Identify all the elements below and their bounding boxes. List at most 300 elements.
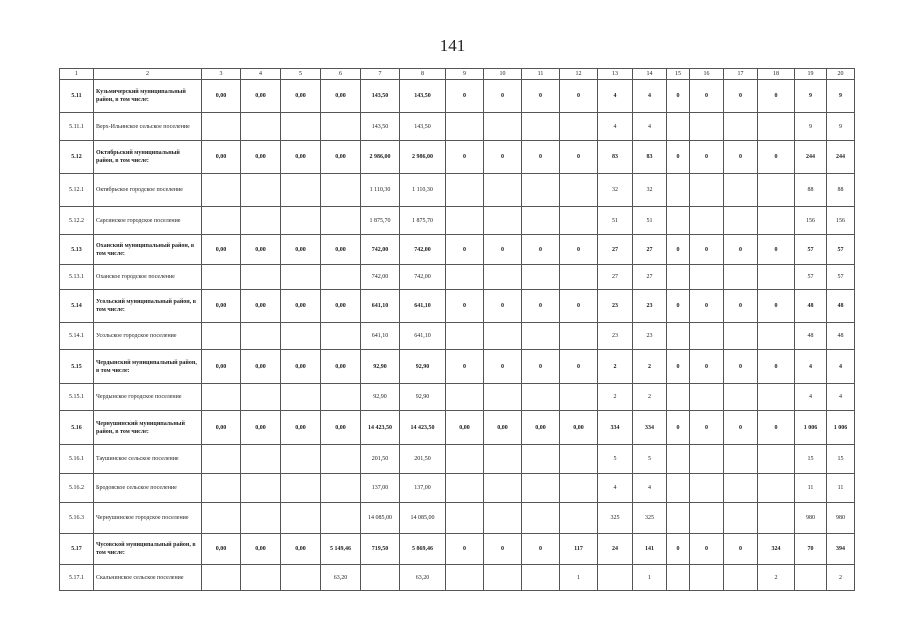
value-cell: 2 xyxy=(633,350,667,384)
value-cell: 0 xyxy=(522,80,560,113)
value-cell: 137,00 xyxy=(400,474,446,503)
value-cell xyxy=(202,384,241,411)
value-cell: 143,50 xyxy=(400,113,446,141)
value-cell: 57 xyxy=(795,265,827,290)
value-cell xyxy=(724,207,758,235)
value-cell: 0,00 xyxy=(281,290,321,323)
value-cell xyxy=(724,265,758,290)
value-cell xyxy=(724,323,758,350)
value-cell: 1 110,30 xyxy=(361,174,400,207)
value-cell: 0 xyxy=(758,290,795,323)
row-number-cell: 5.12.1 xyxy=(60,174,94,207)
value-cell: 14 085,00 xyxy=(361,503,400,534)
settlement-row xyxy=(60,445,855,474)
value-cell xyxy=(484,445,522,474)
name-cell: Скальнинское сельское поселение xyxy=(94,565,202,591)
value-cell: 88 xyxy=(795,174,827,207)
value-cell: 0,00 xyxy=(241,141,281,174)
value-cell: 117 xyxy=(560,534,598,565)
value-cell: 0,00 xyxy=(241,350,281,384)
value-cell: 4 xyxy=(598,80,633,113)
value-cell xyxy=(202,503,241,534)
data-table xyxy=(59,68,855,591)
column-number-cell: 11 xyxy=(522,69,560,80)
value-cell: 0,00 xyxy=(202,141,241,174)
value-cell: 32 xyxy=(633,174,667,207)
value-cell: 0 xyxy=(667,350,690,384)
value-cell xyxy=(241,384,281,411)
settlement-row xyxy=(60,384,855,411)
value-cell xyxy=(690,474,724,503)
value-cell: 324 xyxy=(758,534,795,565)
column-number-cell: 6 xyxy=(321,69,361,80)
value-cell: 9 xyxy=(795,113,827,141)
value-cell: 156 xyxy=(827,207,855,235)
value-cell xyxy=(560,113,598,141)
value-cell xyxy=(758,384,795,411)
value-cell: 0,00 xyxy=(560,411,598,445)
value-cell xyxy=(202,174,241,207)
value-cell xyxy=(690,503,724,534)
name-cell: Кузьмичерский муниципальный район, в том числе: xyxy=(94,80,202,113)
district-total-row xyxy=(60,235,855,265)
value-cell: 4 xyxy=(598,474,633,503)
value-cell: 0 xyxy=(667,235,690,265)
name-cell: Октябрьский муниципальный район, в том числе: xyxy=(94,141,202,174)
value-cell: 14 085,00 xyxy=(400,503,446,534)
value-cell: 0,00 xyxy=(321,141,361,174)
value-cell xyxy=(522,565,560,591)
value-cell: 0 xyxy=(724,235,758,265)
value-cell xyxy=(446,265,484,290)
value-cell: 11 xyxy=(827,474,855,503)
value-cell xyxy=(446,445,484,474)
value-cell: 0 xyxy=(446,534,484,565)
value-cell: 0 xyxy=(484,141,522,174)
column-number-cell: 19 xyxy=(795,69,827,80)
value-cell xyxy=(667,265,690,290)
value-cell: 0,00 xyxy=(321,350,361,384)
value-cell: 0,00 xyxy=(202,80,241,113)
value-cell xyxy=(522,323,560,350)
value-cell xyxy=(560,265,598,290)
value-cell xyxy=(667,445,690,474)
value-cell: 0 xyxy=(484,290,522,323)
value-cell xyxy=(446,113,484,141)
value-cell xyxy=(667,474,690,503)
value-cell xyxy=(241,323,281,350)
value-cell: 0 xyxy=(446,80,484,113)
value-cell xyxy=(241,265,281,290)
value-cell: 0,00 xyxy=(241,290,281,323)
value-cell xyxy=(484,384,522,411)
value-cell xyxy=(795,565,827,591)
value-cell: 334 xyxy=(633,411,667,445)
value-cell xyxy=(241,565,281,591)
name-cell: Оханский муниципальный район, в том числе: xyxy=(94,235,202,265)
value-cell: 51 xyxy=(633,207,667,235)
value-cell: 14 423,50 xyxy=(361,411,400,445)
value-cell: 334 xyxy=(598,411,633,445)
value-cell xyxy=(446,474,484,503)
value-cell xyxy=(522,503,560,534)
row-number-cell: 5.17.1 xyxy=(60,565,94,591)
district-total-row xyxy=(60,350,855,384)
value-cell: 23 xyxy=(598,323,633,350)
value-cell: 0 xyxy=(690,80,724,113)
value-cell xyxy=(690,174,724,207)
value-cell: 641,10 xyxy=(400,323,446,350)
district-total-row xyxy=(60,141,855,174)
value-cell: 0 xyxy=(522,350,560,384)
name-cell: Сарсинское городское поселение xyxy=(94,207,202,235)
value-cell: 2 xyxy=(598,384,633,411)
value-cell xyxy=(758,174,795,207)
column-number-cell: 15 xyxy=(667,69,690,80)
value-cell: 57 xyxy=(795,235,827,265)
value-cell: 57 xyxy=(827,265,855,290)
value-cell xyxy=(241,113,281,141)
value-cell xyxy=(690,207,724,235)
value-cell: 980 xyxy=(795,503,827,534)
value-cell: 0 xyxy=(446,350,484,384)
value-cell: 0 xyxy=(758,235,795,265)
column-number-cell: 5 xyxy=(281,69,321,80)
settlement-row xyxy=(60,565,855,591)
column-number-cell: 17 xyxy=(724,69,758,80)
value-cell: 0 xyxy=(667,290,690,323)
value-cell: 0,00 xyxy=(281,235,321,265)
value-cell: 141 xyxy=(633,534,667,565)
value-cell xyxy=(202,474,241,503)
value-cell: 2 xyxy=(633,384,667,411)
value-cell xyxy=(758,323,795,350)
value-cell: 0,00 xyxy=(281,350,321,384)
value-cell xyxy=(484,113,522,141)
value-cell xyxy=(281,384,321,411)
value-cell xyxy=(724,174,758,207)
value-cell: 0 xyxy=(724,80,758,113)
value-cell: 719,50 xyxy=(361,534,400,565)
value-cell xyxy=(522,474,560,503)
value-cell xyxy=(446,207,484,235)
settlement-row xyxy=(60,174,855,207)
value-cell xyxy=(202,265,241,290)
value-cell: 0 xyxy=(484,350,522,384)
value-cell xyxy=(202,565,241,591)
value-cell xyxy=(690,445,724,474)
value-cell xyxy=(281,565,321,591)
row-number-cell: 5.15.1 xyxy=(60,384,94,411)
value-cell xyxy=(321,445,361,474)
value-cell xyxy=(522,265,560,290)
value-cell: 0,00 xyxy=(241,534,281,565)
value-cell: 0 xyxy=(484,235,522,265)
value-cell xyxy=(560,474,598,503)
value-cell: 0 xyxy=(446,290,484,323)
value-cell: 0 xyxy=(690,411,724,445)
value-cell: 70 xyxy=(795,534,827,565)
column-number-cell: 4 xyxy=(241,69,281,80)
value-cell: 0 xyxy=(667,411,690,445)
value-cell: 0 xyxy=(724,411,758,445)
value-cell: 0 xyxy=(522,235,560,265)
value-cell: 980 xyxy=(827,503,855,534)
value-cell: 325 xyxy=(598,503,633,534)
value-cell: 48 xyxy=(827,290,855,323)
row-number-cell: 5.14 xyxy=(60,290,94,323)
value-cell xyxy=(758,445,795,474)
value-cell: 4 xyxy=(827,350,855,384)
value-cell: 27 xyxy=(598,235,633,265)
value-cell: 0 xyxy=(446,141,484,174)
value-cell: 48 xyxy=(827,323,855,350)
column-number-cell: 8 xyxy=(400,69,446,80)
value-cell: 1 xyxy=(633,565,667,591)
value-cell: 0,00 xyxy=(241,80,281,113)
value-cell: 0 xyxy=(758,141,795,174)
value-cell: 23 xyxy=(633,290,667,323)
value-cell xyxy=(484,474,522,503)
name-cell: Оханское городское поселение xyxy=(94,265,202,290)
value-cell xyxy=(690,265,724,290)
settlement-row xyxy=(60,323,855,350)
value-cell xyxy=(758,503,795,534)
column-number-cell: 12 xyxy=(560,69,598,80)
value-cell xyxy=(241,207,281,235)
value-cell: 1 110,30 xyxy=(400,174,446,207)
settlement-row xyxy=(60,207,855,235)
row-number-cell: 5.12.2 xyxy=(60,207,94,235)
row-number-cell: 5.16 xyxy=(60,411,94,445)
value-cell: 0,00 xyxy=(202,411,241,445)
value-cell xyxy=(667,323,690,350)
value-cell xyxy=(560,445,598,474)
column-number-cell: 13 xyxy=(598,69,633,80)
value-cell: 0 xyxy=(724,534,758,565)
value-cell xyxy=(321,113,361,141)
value-cell: 5 xyxy=(598,445,633,474)
column-number-cell: 7 xyxy=(361,69,400,80)
value-cell xyxy=(321,174,361,207)
value-cell xyxy=(446,174,484,207)
value-cell xyxy=(202,113,241,141)
value-cell: 2 986,00 xyxy=(400,141,446,174)
value-cell: 92,90 xyxy=(361,384,400,411)
value-cell xyxy=(598,565,633,591)
value-cell: 1 xyxy=(560,565,598,591)
value-cell: 24 xyxy=(598,534,633,565)
value-cell: 0 xyxy=(758,350,795,384)
value-cell: 0,00 xyxy=(202,534,241,565)
value-cell xyxy=(241,474,281,503)
column-number-cell: 20 xyxy=(827,69,855,80)
value-cell: 0 xyxy=(560,141,598,174)
value-cell: 0,00 xyxy=(202,350,241,384)
value-cell: 51 xyxy=(598,207,633,235)
value-cell: 0 xyxy=(484,80,522,113)
value-cell: 27 xyxy=(633,265,667,290)
row-number-cell: 5.11 xyxy=(60,80,94,113)
name-cell: Таушинское сельское поселение xyxy=(94,445,202,474)
value-cell xyxy=(667,384,690,411)
value-cell: 201,50 xyxy=(400,445,446,474)
value-cell: 2 xyxy=(758,565,795,591)
name-cell: Чердынское городское поселение xyxy=(94,384,202,411)
value-cell xyxy=(560,503,598,534)
value-cell: 2 xyxy=(827,565,855,591)
value-cell: 0 xyxy=(560,80,598,113)
value-cell xyxy=(321,503,361,534)
value-cell xyxy=(724,565,758,591)
name-cell: Чернушинский муниципальный район, в том числе: xyxy=(94,411,202,445)
value-cell: 0,00 xyxy=(484,411,522,445)
value-cell: 0 xyxy=(724,350,758,384)
value-cell: 83 xyxy=(598,141,633,174)
value-cell: 4 xyxy=(795,350,827,384)
settlement-row xyxy=(60,474,855,503)
value-cell: 4 xyxy=(827,384,855,411)
value-cell xyxy=(724,474,758,503)
value-cell: 32 xyxy=(598,174,633,207)
value-cell xyxy=(758,474,795,503)
value-cell: 0,00 xyxy=(241,411,281,445)
page-number: 141 xyxy=(439,36,466,55)
value-cell xyxy=(281,445,321,474)
value-cell xyxy=(560,384,598,411)
value-cell xyxy=(690,113,724,141)
district-total-row xyxy=(60,534,855,565)
value-cell xyxy=(667,503,690,534)
value-cell: 641,10 xyxy=(361,290,400,323)
value-cell xyxy=(667,207,690,235)
value-cell xyxy=(522,174,560,207)
value-cell xyxy=(321,207,361,235)
value-cell: 15 xyxy=(795,445,827,474)
row-number-cell: 5.17 xyxy=(60,534,94,565)
value-cell: 0,00 xyxy=(281,534,321,565)
value-cell xyxy=(667,565,690,591)
value-cell: 0 xyxy=(560,235,598,265)
value-cell: 742,00 xyxy=(361,265,400,290)
row-number-cell: 5.14.1 xyxy=(60,323,94,350)
value-cell: 0,00 xyxy=(281,80,321,113)
value-cell xyxy=(202,445,241,474)
value-cell: 63,20 xyxy=(321,565,361,591)
value-cell xyxy=(758,265,795,290)
value-cell xyxy=(484,265,522,290)
value-cell: 0 xyxy=(724,290,758,323)
value-cell: 14 423,50 xyxy=(400,411,446,445)
value-cell: 244 xyxy=(827,141,855,174)
value-cell xyxy=(281,174,321,207)
value-cell: 4 xyxy=(633,80,667,113)
value-cell xyxy=(522,384,560,411)
value-cell: 88 xyxy=(827,174,855,207)
value-cell: 2 986,00 xyxy=(361,141,400,174)
name-cell: Усольский муниципальный район, в том числе: xyxy=(94,290,202,323)
value-cell: 92,90 xyxy=(361,350,400,384)
value-cell xyxy=(724,384,758,411)
value-cell xyxy=(522,113,560,141)
value-cell: 0,00 xyxy=(522,411,560,445)
value-cell xyxy=(281,207,321,235)
value-cell: 83 xyxy=(633,141,667,174)
value-cell: 0,00 xyxy=(446,411,484,445)
value-cell xyxy=(484,207,522,235)
value-cell xyxy=(241,174,281,207)
value-cell: 23 xyxy=(633,323,667,350)
value-cell xyxy=(522,445,560,474)
value-cell xyxy=(281,265,321,290)
value-cell: 0 xyxy=(446,235,484,265)
value-cell: 0 xyxy=(522,141,560,174)
value-cell xyxy=(560,207,598,235)
value-cell xyxy=(321,323,361,350)
row-number-cell: 5.16.1 xyxy=(60,445,94,474)
value-cell: 9 xyxy=(795,80,827,113)
value-cell: 1 006 xyxy=(795,411,827,445)
value-cell xyxy=(522,207,560,235)
value-cell: 0,00 xyxy=(202,290,241,323)
name-cell: Чердынский муниципальный район, в том числе: xyxy=(94,350,202,384)
value-cell: 641,10 xyxy=(361,323,400,350)
value-cell: 0,00 xyxy=(321,290,361,323)
value-cell: 11 xyxy=(795,474,827,503)
value-cell xyxy=(446,384,484,411)
value-cell: 0 xyxy=(690,235,724,265)
value-cell: 4 xyxy=(633,113,667,141)
value-cell xyxy=(560,323,598,350)
value-cell: 92,90 xyxy=(400,384,446,411)
column-number-cell: 10 xyxy=(484,69,522,80)
value-cell: 742,00 xyxy=(400,235,446,265)
row-number-cell: 5.15 xyxy=(60,350,94,384)
value-cell xyxy=(484,174,522,207)
value-cell xyxy=(667,113,690,141)
value-cell xyxy=(724,445,758,474)
value-cell xyxy=(361,565,400,591)
header-row xyxy=(60,69,855,80)
value-cell xyxy=(690,384,724,411)
value-cell: 742,00 xyxy=(400,265,446,290)
settlement-row xyxy=(60,503,855,534)
value-cell: 0 xyxy=(522,290,560,323)
settlement-row xyxy=(60,265,855,290)
value-cell: 0 xyxy=(724,141,758,174)
column-number-cell: 9 xyxy=(446,69,484,80)
value-cell: 0 xyxy=(560,350,598,384)
column-number-cell: 18 xyxy=(758,69,795,80)
value-cell: 0,00 xyxy=(202,235,241,265)
value-cell: 15 xyxy=(827,445,855,474)
column-number-cell: 2 xyxy=(94,69,202,80)
value-cell xyxy=(321,265,361,290)
value-cell: 57 xyxy=(827,235,855,265)
value-cell: 92,90 xyxy=(400,350,446,384)
value-cell xyxy=(321,384,361,411)
value-cell: 48 xyxy=(795,290,827,323)
column-number-cell: 14 xyxy=(633,69,667,80)
value-cell: 9 xyxy=(827,113,855,141)
value-cell: 0 xyxy=(522,534,560,565)
value-cell: 143,50 xyxy=(400,80,446,113)
value-cell xyxy=(202,207,241,235)
value-cell xyxy=(446,503,484,534)
value-cell: 0,00 xyxy=(321,411,361,445)
value-cell: 27 xyxy=(598,265,633,290)
value-cell: 9 xyxy=(827,80,855,113)
